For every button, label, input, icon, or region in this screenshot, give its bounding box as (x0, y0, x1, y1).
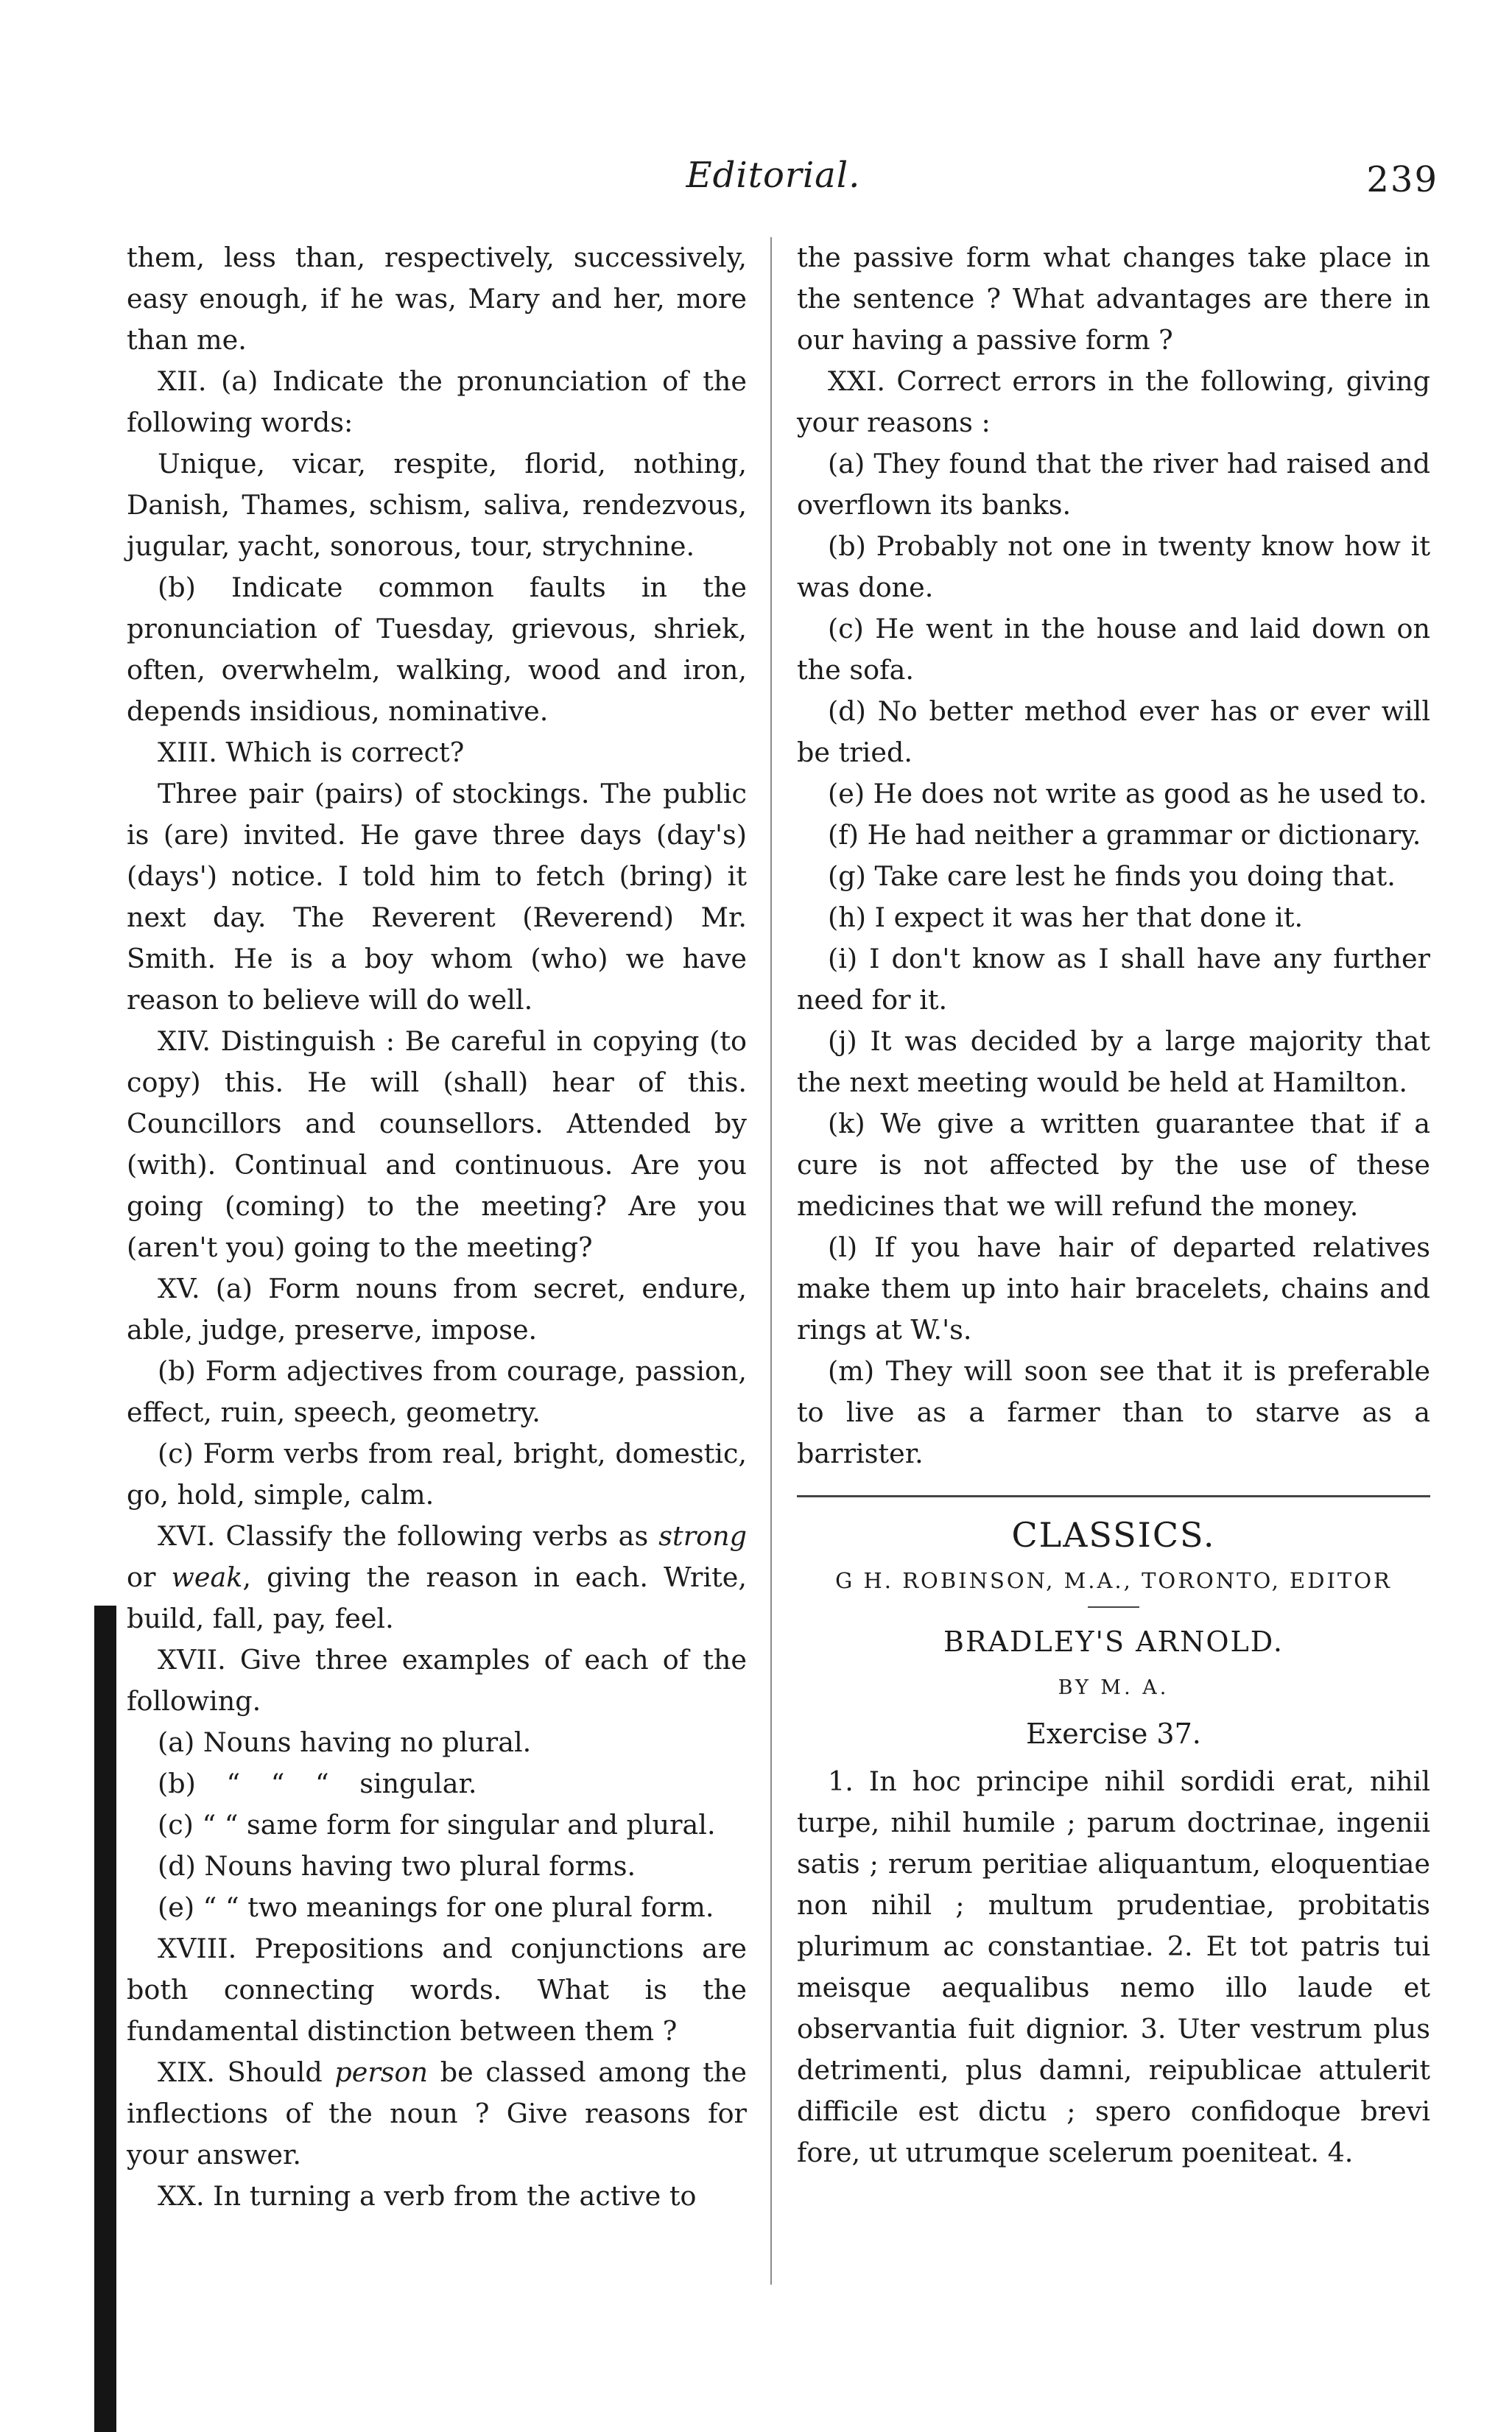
term-person: person (334, 2056, 429, 2088)
question-xxi-d: (d) No better method ever has or ever will be tried. (797, 695, 1430, 768)
question-xvi-rest: , giving the reason in each. Write, build, fall, pay, feel. (127, 1561, 747, 1634)
question-xix (127, 2052, 747, 2176)
question-xxi-i: (i) I don't know as I shall have any further need for it. (797, 943, 1430, 1016)
question-xxi-c: (c) He went in the house and laid down on the sofa. (797, 613, 1430, 686)
question-xxi-g: (g) Take care lest he finds you doing that. (828, 860, 1396, 892)
question-xii-b: (b) Indicate common faults in the pronunciation of Tuesday, grievous, shriek, often, overwhelm, walking, wood and iron, depends insidious, nominative. (127, 572, 747, 727)
question-xii-a: XII. (a) Indicate the pronunciation of the following words: (127, 365, 747, 438)
question-xxi-l: (l) If you have hair of departed relatives make them up into hair bracelets, chains and rings at W.'s. (797, 1231, 1430, 1346)
question-xvi (127, 1516, 747, 1640)
question-xxi: XXI. Correct errors in the following, giving your reasons : (797, 365, 1430, 438)
question-xvii-c: (c) “ “ same form for singular and plural. (158, 1809, 716, 1841)
question-xxi-h: (h) I expect it was her that done it. (828, 902, 1304, 933)
section-divider (797, 1495, 1430, 1497)
question-xvii: XVII. Give three examples of each of the following. (127, 1644, 747, 1717)
byline: BY M. A. (1058, 1676, 1170, 1699)
question-xxi-m: (m) They will soon see that it is preferable to live as a farmer than to starve as a barrister. (797, 1355, 1430, 1469)
term-strong: strong (658, 1520, 747, 1552)
question-xxi-e: (e) He does not write as good as he used to. (828, 778, 1427, 809)
page-number: 239 (1366, 159, 1438, 200)
question-xx-continuation: the passive form what changes take place in the sentence ? What advantages are there in our having a passive form ? (797, 242, 1430, 356)
paragraph-continuation: them, less than, respectively, successively, easy enough, if he was, Mary and her, more than me. (127, 242, 747, 356)
column-divider (770, 237, 772, 2285)
exercise-heading: Exercise 37. (1026, 1718, 1201, 1750)
question-xiii-items: Three pair (pairs) of stockings. The public is (are) invited. He gave three days (day's) (days') notice. I told him to fetch (bring) it next day. The Reverent (Reverend) Mr. Smith. He is a boy whom (who) we have reason to believe will do well. (127, 778, 747, 1016)
running-head-title: Editorial. (686, 155, 861, 196)
question-xxi-k: (k) We give a written guarantee that if a cure is not affected by the use of these medicines that we will refund the money. (797, 1108, 1430, 1222)
question-xx: XX. In turning a verb from the active to (158, 2180, 697, 2212)
question-xxi-j: (j) It was decided by a large majority that the next meeting would be held at Hamilton. (797, 1025, 1430, 1098)
question-xvii-e: (e) “ “ two meanings for one plural form. (158, 1891, 714, 1923)
question-xv-c: (c) Form verbs from real, bright, domestic, go, hold, simple, calm. (127, 1438, 747, 1511)
question-xvii-d: (d) Nouns having two plural forms. (158, 1850, 636, 1882)
question-xvii-b: (b) “ “ “ singular. (158, 1768, 477, 1799)
question-xxi-b: (b) Probably not one in twenty know how it was done. (797, 530, 1430, 603)
question-xvii-a: (a) Nouns having no plural. (158, 1726, 532, 1758)
left-column (127, 237, 747, 2217)
short-divider (1088, 1606, 1139, 1608)
question-xxi-a: (a) They found that the river had raised and overflown its banks. (797, 448, 1430, 521)
question-xv-b: (b) Form adjectives from courage, passion, effect, ruin, speech, geometry. (127, 1355, 747, 1428)
question-xviii: XVIII. Prepositions and conjunctions are both connecting words. What is the fundamental distinction between them ? (127, 1933, 747, 2047)
latin-exercise-text: 1. In hoc principe nihil sordidi erat, nihil turpe, nihil humile ; parum doctrinae, ingenii satis ; rerum peritiae aliquantum, eloquentiae non nihil ; multum prudentiae, probitatis plurimum ac constantiae. 2. Et tot patris tui meisque aequalibus nemo illo laude et observantia fuit dignior. 3. Uter vestrum plus detrimenti, plus damni, reipublicae attulerit difficile est dictu ; spero confidoque brevi fore, ut utrumque scelerum poeniteat. 4. (797, 1765, 1430, 2168)
question-xxi-f: (f) He had neither a grammar or dictionary. (828, 819, 1421, 851)
section-title-classics: CLASSICS. (1011, 1515, 1216, 1555)
question-xiii: XIII. Which is correct? (158, 737, 465, 768)
term-weak: weak (171, 1561, 243, 1593)
question-xv-a: XV. (a) Form nouns from secret, endure, able, judge, preserve, impose. (127, 1273, 747, 1346)
right-column (797, 237, 1430, 2173)
question-xiv: XIV. Distinguish : Be careful in copying (to copy) this. He will (shall) hear of this. Councillors and counsellors. Attended by (with). Continual and continuous. Are you going (coming) to the meeting? Are you (aren't you) going to the meeting? (127, 1025, 747, 1263)
question-xix-lead: XIX. Should (158, 2056, 323, 2088)
section-editor-line: G H. ROBINSON, M.A., TORONTO, EDITOR (835, 1568, 1392, 1593)
pronunciation-word-list: Unique, vicar, respite, florid, nothing, Danish, Thames, schism, saliva, rendezvous, jugular, yacht, sonorous, tour, strychnine. (127, 448, 747, 562)
subsection-title: BRADLEY'S ARNOLD. (943, 1626, 1284, 1658)
question-xvi-or: or (127, 1561, 172, 1593)
scan-bleed-edge (94, 1606, 116, 2432)
question-xix-rest: be classed among the inflections of the noun ? Give reasons for your answer. (127, 2056, 747, 2171)
question-xvi-lead: XVI. Classify the following verbs as (158, 1520, 649, 1552)
